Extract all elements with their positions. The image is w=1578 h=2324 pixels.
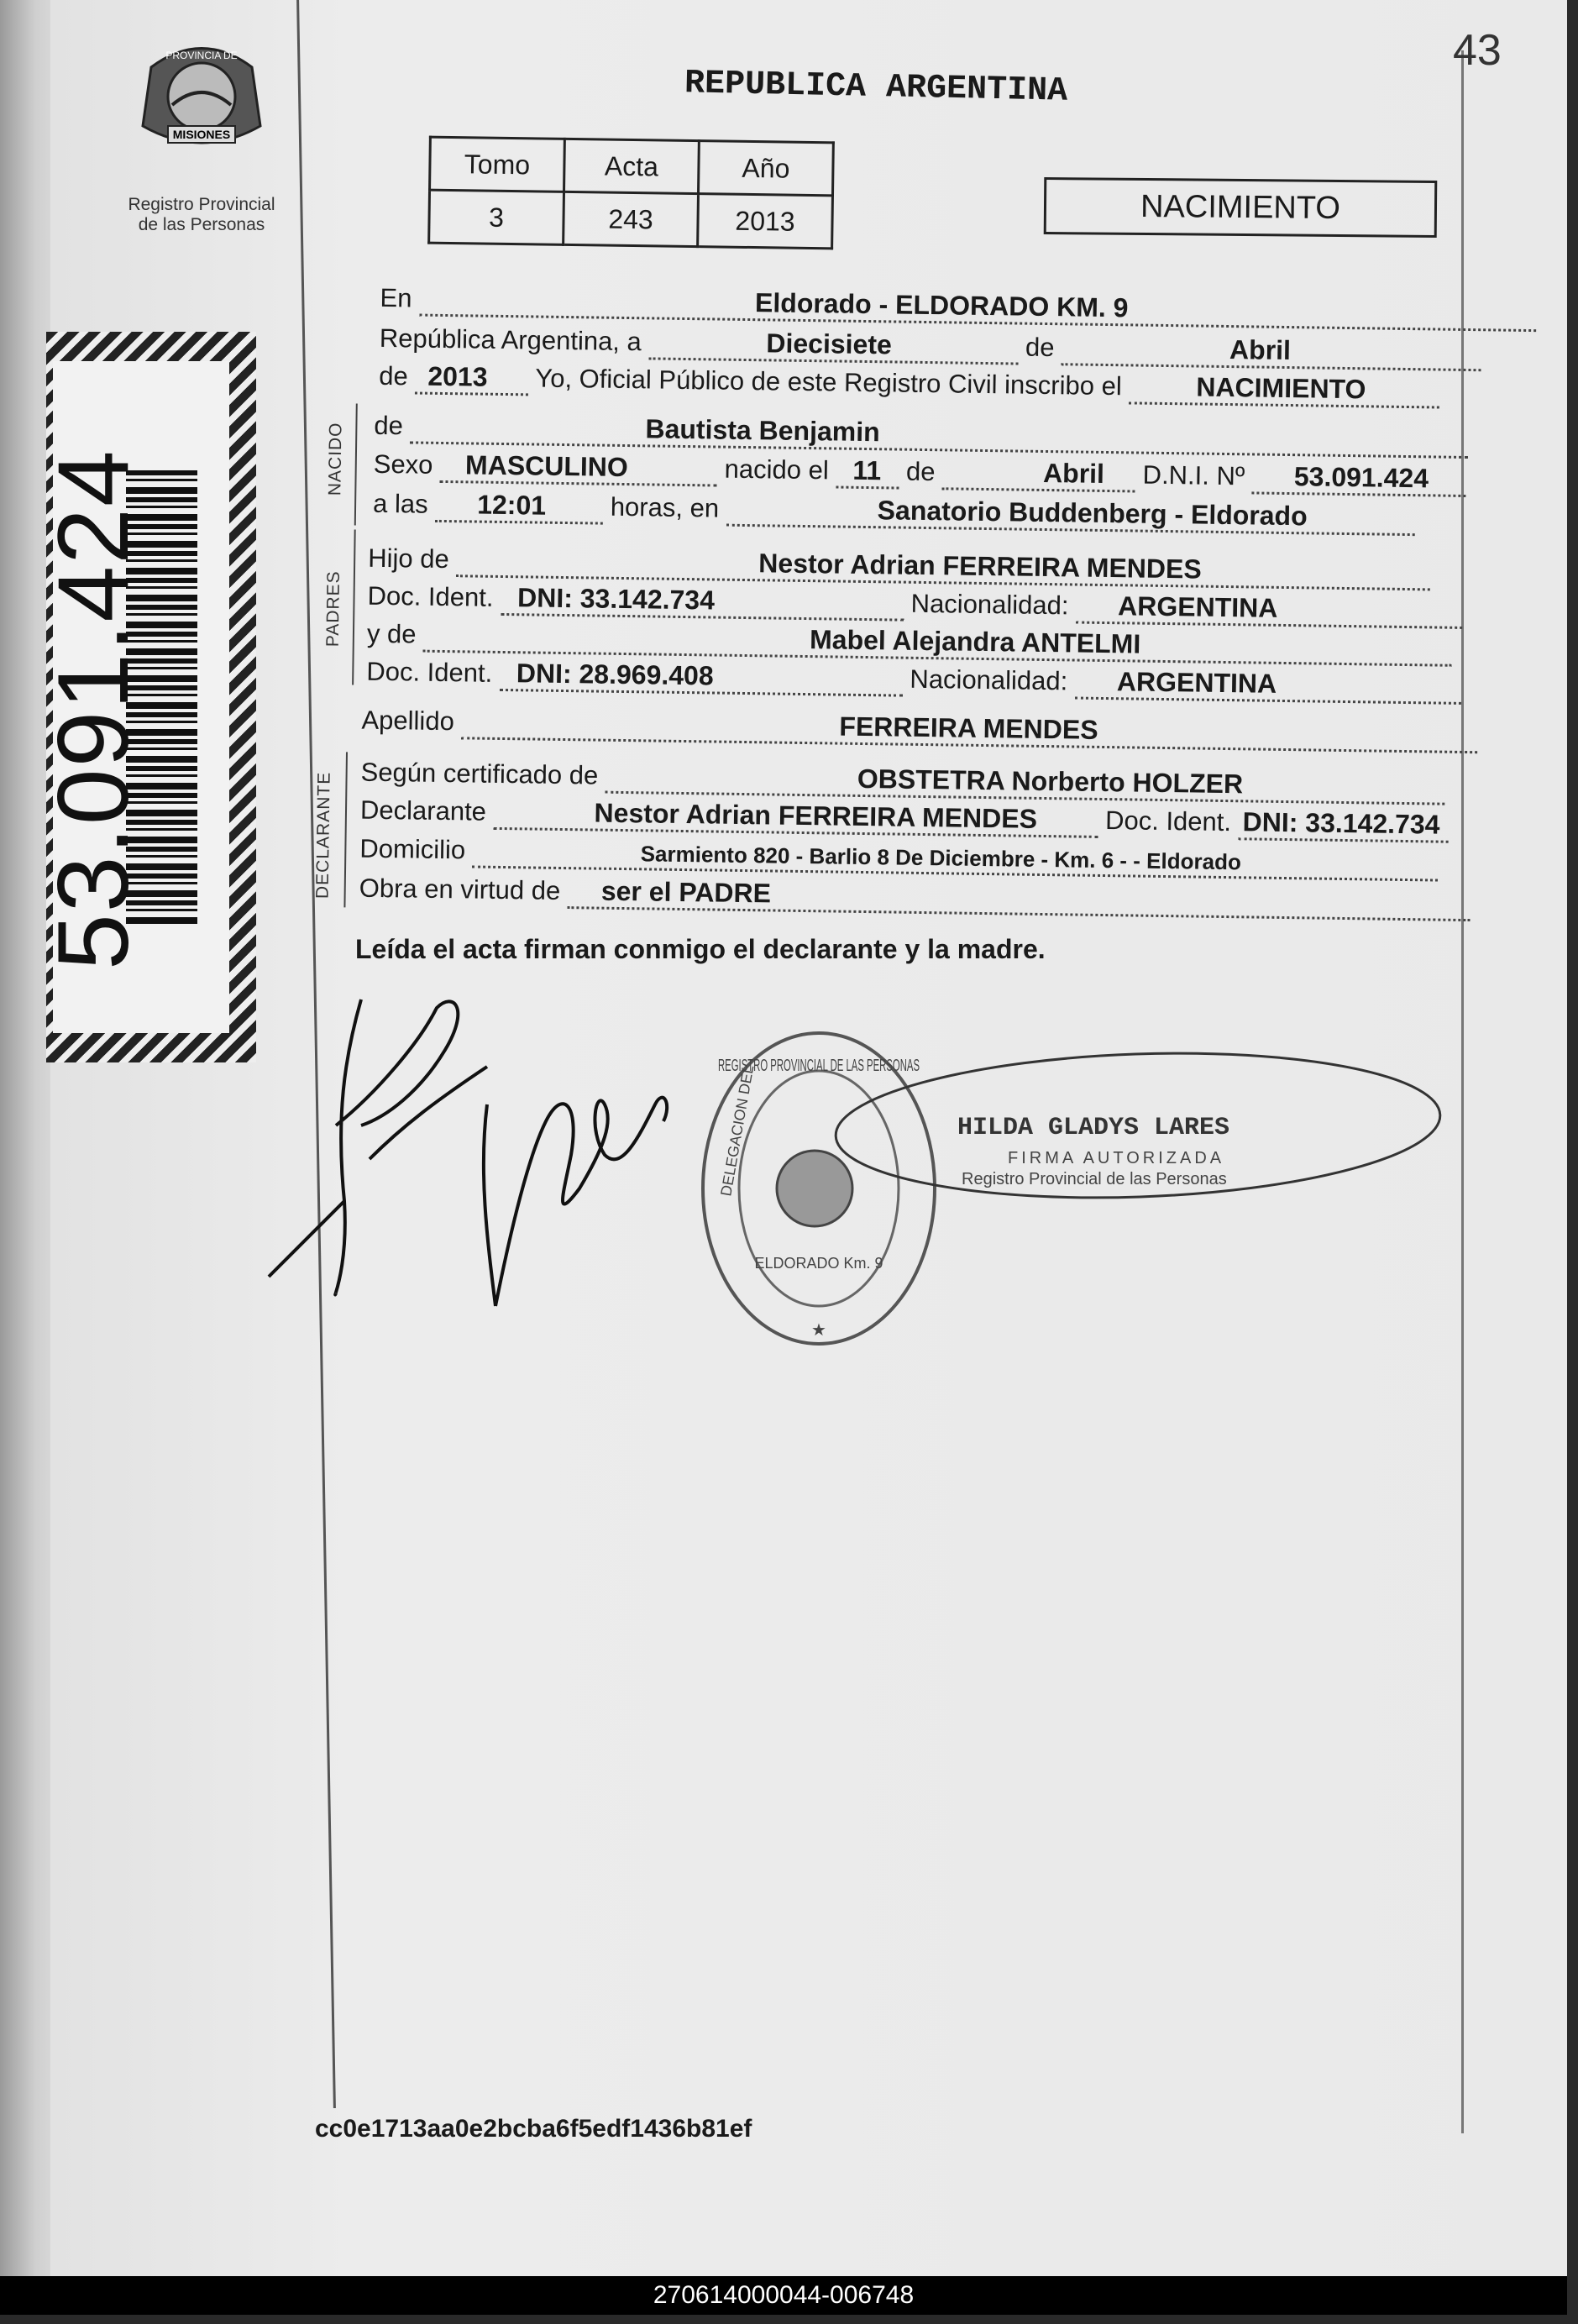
row-padre-doc: Doc. Ident. DNI: 33.142.734 Nacionalidad: ARGENTINA	[367, 580, 1462, 629]
value-declarante: Nestor Adrian FERREIRA MENDES	[594, 797, 1038, 834]
barcode-number: 53.091.424	[37, 449, 149, 970]
row-hora: a las 12:01 horas, en Sanatorio Buddenberg - Eldorado	[373, 488, 1415, 536]
document-hash: cc0e1713aa0e2bcba6f5edf1436b81ef	[315, 2115, 752, 2143]
footer-code: 270614000044-006748	[0, 2276, 1567, 2315]
row-declarante: Declarante Nestor Adrian FERREIRA MENDES Doc. Ident. DNI: 33.142.734	[360, 795, 1449, 843]
seal-ring-bottom: DELEGACION DEL	[717, 1063, 758, 1198]
value-madre: Mabel Alejandra ANTELMI	[809, 624, 1141, 659]
page-number: 43	[1453, 26, 1502, 75]
value-sexo: MASCULINO	[464, 449, 629, 483]
section-label-padres: PADRES	[322, 570, 344, 648]
section-label-declarante: DECLARANTE	[312, 771, 334, 900]
section-label-nacido: NACIDO	[325, 422, 346, 496]
stamp-org: Registro Provincial de las Personas	[962, 1170, 1227, 1188]
value-dni: 53.091.424	[1293, 461, 1429, 494]
value-padre-nac: ARGENTINA	[1117, 590, 1278, 623]
registry-header-tomo: Tomo	[430, 137, 565, 191]
value-certificado: OBSTETRA Norberto HOLZER	[857, 763, 1244, 800]
stamp-role: FIRMA AUTORIZADA	[1008, 1149, 1225, 1167]
row-madre: y de Mabel Alejandra ANTELMI	[367, 618, 1453, 667]
closing-statement: Leída el acta firman conmigo el declarante y la madre.	[355, 934, 1046, 964]
value-declarante-doc: DNI: 33.142.734	[1242, 806, 1440, 840]
value-apellido: FERREIRA MENDES	[839, 711, 1098, 745]
value-madre-nac: ARGENTINA	[1116, 666, 1277, 699]
row-domicilio: Domicilio Sarmiento 820 - Barlio 8 De Diciembre - Km. 6 - - Eldorado	[359, 834, 1439, 882]
crest-arc-text: PROVINCIA DE	[165, 50, 238, 61]
row-fecha: República Argentina, a Diecisiete de Abril	[380, 323, 1482, 371]
section-bar-declarante	[343, 752, 348, 907]
registry-value-anio: 2013	[698, 194, 833, 249]
value-virtud: ser el PADRE	[600, 875, 772, 909]
row-lugar: En Eldorado - ELDORADO KM. 9	[380, 282, 1536, 332]
value-mes: Abril	[1229, 334, 1292, 366]
value-domicilio: Sarmiento 820 - Barlio 8 De Diciembre - Km. 6 - - Eldorado	[640, 841, 1242, 875]
value-acto: NACIMIENTO	[1196, 371, 1366, 405]
row-virtud: Obra en virtud de ser el PADRE	[359, 873, 1471, 921]
seal-center: ELDORADO Km. 9	[754, 1255, 883, 1272]
record-type-box: NACIMIENTO	[1044, 177, 1438, 238]
value-nombre: Bautista Benjamin	[645, 413, 880, 448]
value-dia: Diecisiete	[766, 328, 893, 360]
registry-header-anio: Año	[698, 141, 833, 196]
registry-value-tomo: 3	[429, 190, 564, 244]
registry-value-acta: 243	[564, 191, 699, 246]
value-anio: 2013	[427, 360, 488, 392]
section-bar-nacido	[354, 404, 358, 526]
registry-header-acta: Acta	[564, 139, 700, 193]
row-apellido: Apellido FERREIRA MENDES	[361, 705, 1477, 754]
seal-ring-top: REGISTRO PROVINCIAL DE LAS PERSONAS	[718, 1057, 920, 1075]
document-title: REPUBLICA ARGENTINA	[684, 65, 1068, 111]
svg-text:★: ★	[811, 1321, 826, 1340]
value-padre: Nestor Adrian FERREIRA MENDES	[758, 548, 1202, 585]
value-hora: 12:01	[476, 489, 547, 521]
value-mes-nac: Abril	[1042, 457, 1105, 489]
stamp-name: HILDA GLADYS LARES	[957, 1114, 1230, 1142]
value-madre-doc: DNI: 28.969.408	[516, 658, 714, 691]
row-padre: Hijo de Nestor Adrian FERREIRA MENDES	[368, 543, 1431, 591]
value-lugar: Eldorado - ELDORADO KM. 9	[754, 287, 1129, 323]
mother-signature-icon	[462, 1054, 697, 1323]
row-sexo: Sexo MASCULINO nacido el 11 de Abril D.N.I. Nº 53.091.424	[373, 449, 1466, 497]
value-dia-nac: 11	[852, 454, 882, 486]
value-lugar-nac: Sanatorio Buddenberg - Eldorado	[877, 495, 1308, 532]
authorized-signature-stamp-icon	[831, 1050, 1444, 1201]
row-madre-doc: Doc. Ident. DNI: 28.969.408 Nacionalidad: ARGENTINA	[366, 656, 1461, 705]
logo-caption-line2: de las Personas	[138, 215, 265, 234]
row-nombre: de Bautista Benjamin	[374, 410, 1469, 459]
value-padre-doc: DNI: 33.142.734	[516, 582, 716, 616]
logo-caption-line1: Registro Provincial	[128, 195, 275, 214]
section-bar-padres	[352, 530, 356, 685]
row-certificado: Según certificado de OBSTETRA Norberto HOLZER	[360, 757, 1445, 805]
row-anio: de 2013 Yo, Oficial Público de este Registro Civil inscribo el NACIMIENTO	[379, 360, 1440, 409]
crest-name: MISIONES	[172, 128, 231, 141]
